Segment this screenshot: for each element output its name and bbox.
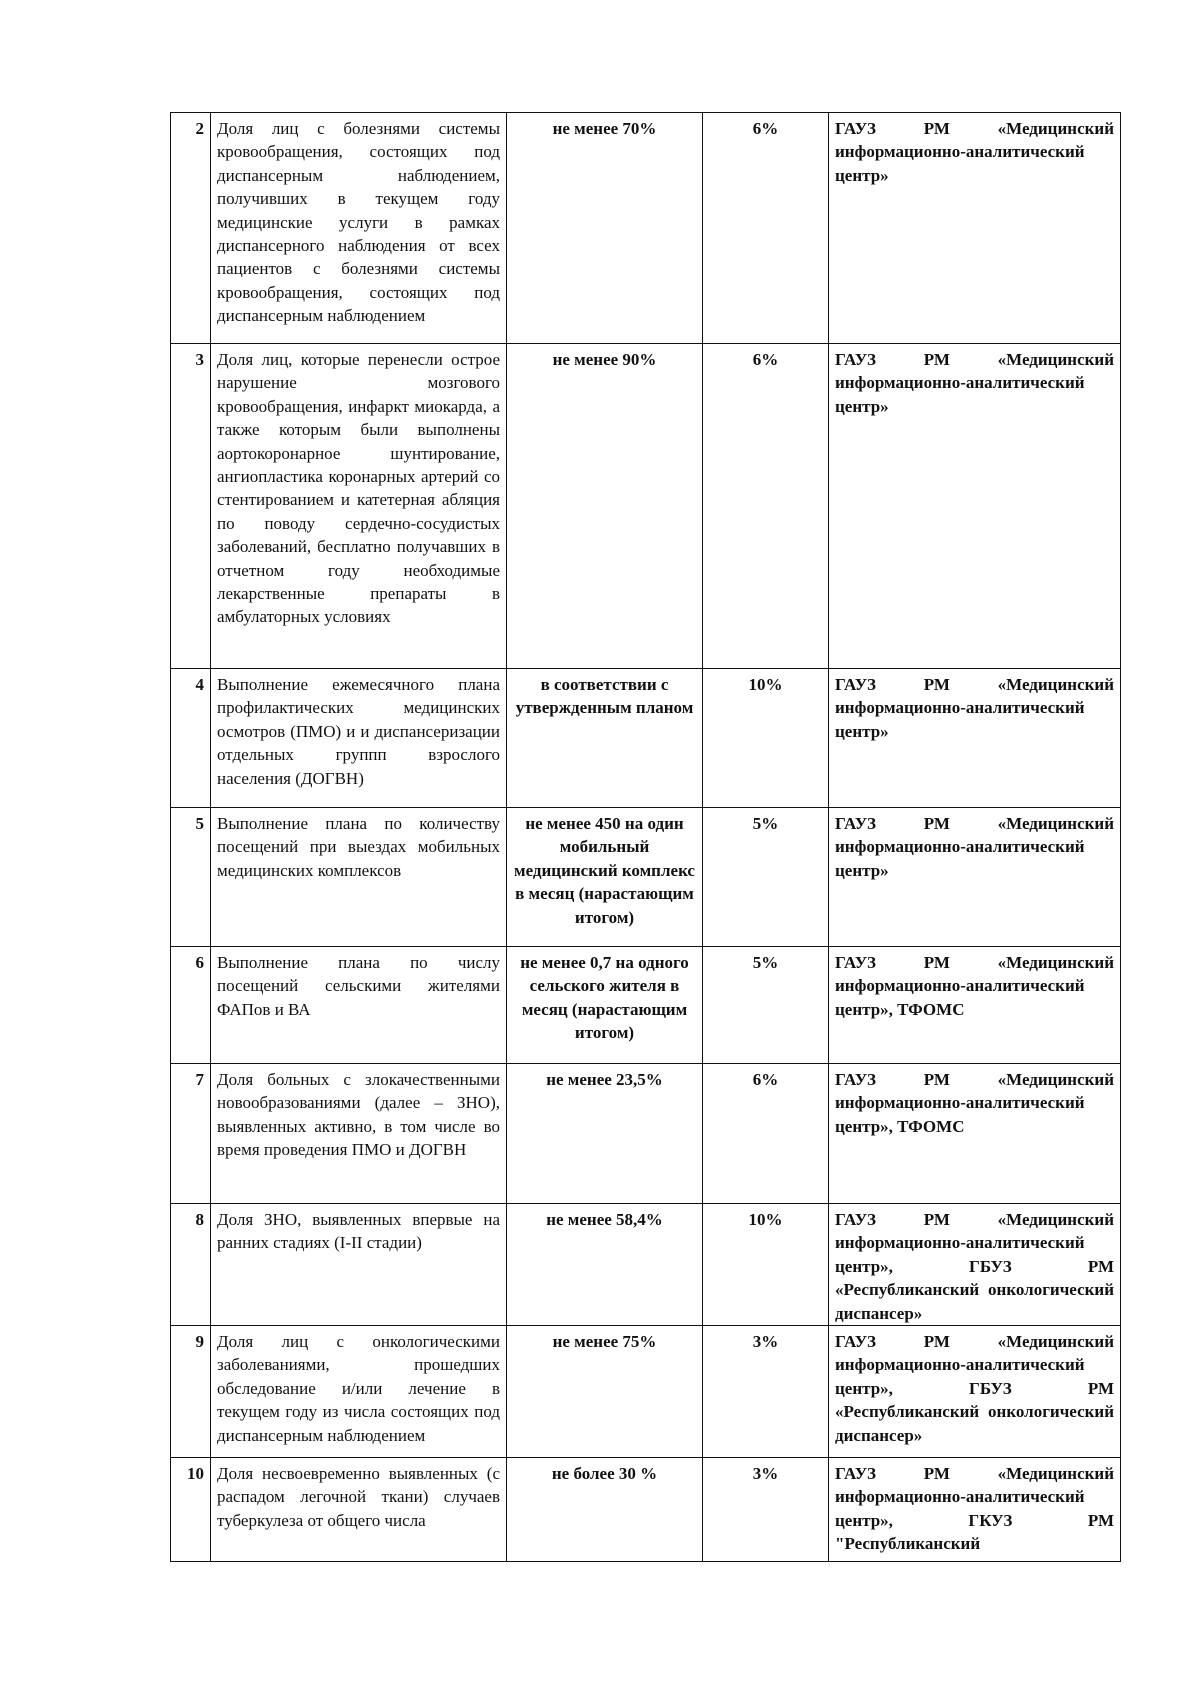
source-cell [829, 113, 1121, 344]
source-rest: информационно-аналитический центр» [835, 698, 1085, 741]
indicators-table [170, 112, 1121, 1562]
table-row [171, 344, 1121, 669]
row-number: 9 [171, 1326, 211, 1458]
target-cell: не менее 90% [507, 344, 703, 669]
target-cell: не менее 23,5% [507, 1064, 703, 1204]
source-cell [829, 947, 1121, 1064]
indicator-cell: Доля лиц с онкологическими заболеваниями, прошедших обследование и/или лечение в текущем году из числа состоящих под диспансерным наблюдением [211, 1326, 507, 1458]
row-number: 10 [171, 1458, 211, 1562]
table-row [171, 669, 1121, 808]
source-line1: ГАУЗ РМ «Медицинский [835, 1464, 1114, 1484]
target-cell: не менее 75% [507, 1326, 703, 1458]
target-cell: не менее 450 на один мобильный медицинский комплекс в месяц (нарастающим итогом) [507, 808, 703, 947]
source-cell [829, 1458, 1121, 1562]
source-line1: ГАУЗ РМ «Медицинский [835, 350, 1114, 369]
source-cell [829, 808, 1121, 947]
weight-cell: 3% [703, 1326, 829, 1458]
indicator-cell: Выполнение ежемесячного плана профилактических медицинских осмотров (ПМО) и и диспансеризации отдельных группп взрослого населения (ДОГВН) [211, 669, 507, 808]
table-row [171, 1326, 1121, 1458]
source-cell [829, 344, 1121, 669]
source-line1: ГАУЗ РМ «Медицинский [835, 119, 1114, 138]
indicator-cell: Доля несвоевременно выявленных (с распадом легочной ткани) случаев туберкулеза от общего числа [211, 1458, 507, 1562]
source-line1: ГАУЗ РМ «Медицинский [835, 1070, 1114, 1089]
source-line1: ГАУЗ РМ «Медицинский [835, 1210, 1114, 1229]
table-row [171, 113, 1121, 344]
target-cell: не менее 58,4% [507, 1204, 703, 1326]
source-rest: информационно-аналитический центр» [835, 373, 1085, 416]
weight-cell: 10% [703, 669, 829, 808]
table-row [171, 1458, 1121, 1562]
row-number: 6 [171, 947, 211, 1064]
indicator-cell: Доля лиц, которые перенесли острое нарушение мозгового кровообращения, инфаркт миокарда, а также которым были выполнены аортокоронарное шунтирование, ангиопластика коронарных артерий со стентированием и катетерная абляция по поводу сердечно-сосудистых заболеваний, бесплатно получавших в отчетном году необходимые лекарственные препараты в амбулаторных условиях [211, 344, 507, 669]
target-cell: в соответствии с утвержденным планом [507, 669, 703, 808]
source-rest: информационно-аналитический центр», ГБУЗ РМ «Республиканский онкологический диспансер» [835, 1233, 1114, 1323]
source-rest: информационно-аналитический центр» [835, 142, 1085, 185]
source-rest: информационно-аналитический центр», ТФОМС [835, 1093, 1085, 1136]
target-cell: не менее 70% [507, 113, 703, 344]
source-cell [829, 1326, 1121, 1458]
source-cell [829, 669, 1121, 808]
row-number: 8 [171, 1204, 211, 1326]
weight-cell: 6% [703, 113, 829, 344]
row-number: 2 [171, 113, 211, 344]
table-row [171, 947, 1121, 1064]
weight-cell: 6% [703, 1064, 829, 1204]
source-rest: информационно-аналитический центр», ГБУЗ РМ «Республиканский онкологический диспансер» [835, 1355, 1114, 1445]
weight-cell: 5% [703, 808, 829, 947]
source-cell [829, 1204, 1121, 1326]
source-line1: ГАУЗ РМ «Медицинский [835, 1332, 1114, 1352]
row-number: 5 [171, 808, 211, 947]
source-cell [829, 1064, 1121, 1204]
source-rest: информационно-аналитический центр» [835, 837, 1085, 880]
source-rest: информационно-аналитический центр», ГКУЗ РМ "Республиканский [835, 1487, 1114, 1554]
source-line1: ГАУЗ РМ «Медицинский [835, 675, 1114, 694]
table-row [171, 1064, 1121, 1204]
row-number: 4 [171, 669, 211, 808]
weight-cell: 5% [703, 947, 829, 1064]
target-cell: не менее 0,7 на одного сельского жителя в месяц (нарастающим итогом) [507, 947, 703, 1064]
source-line1: ГАУЗ РМ «Медицинский [835, 814, 1114, 833]
indicator-cell: Доля лиц с болезнями системы кровообращения, состоящих под диспансерным наблюдением, получивших в текущем году медицинские услуги в рамках диспансерного наблюдения от всех пациентов с болезнями системы кровообращения, состоящих под диспансерным наблюдением [211, 113, 507, 344]
indicator-cell: Доля ЗНО, выявленных впервые на ранних стадиях (I-II стадии) [211, 1204, 507, 1326]
indicator-cell: Доля больных с злокачественными новообразованиями (далее – ЗНО), выявленных активно, в том числе во время проведения ПМО и ДОГВН [211, 1064, 507, 1204]
weight-cell: 3% [703, 1458, 829, 1562]
indicator-cell: Выполнение плана по количеству посещений при выездах мобильных медицинских комплексов [211, 808, 507, 947]
indicator-cell: Выполнение плана по числу посещений сельскими жителями ФАПов и ВА [211, 947, 507, 1064]
weight-cell: 6% [703, 344, 829, 669]
source-rest: информационно-аналитический центр», ТФОМС [835, 976, 1085, 1019]
table-row [171, 808, 1121, 947]
target-cell: не более 30 % [507, 1458, 703, 1562]
row-number: 3 [171, 344, 211, 669]
weight-cell: 10% [703, 1204, 829, 1326]
row-number: 7 [171, 1064, 211, 1204]
table-row [171, 1204, 1121, 1326]
source-line1: ГАУЗ РМ «Медицинский [835, 953, 1114, 972]
